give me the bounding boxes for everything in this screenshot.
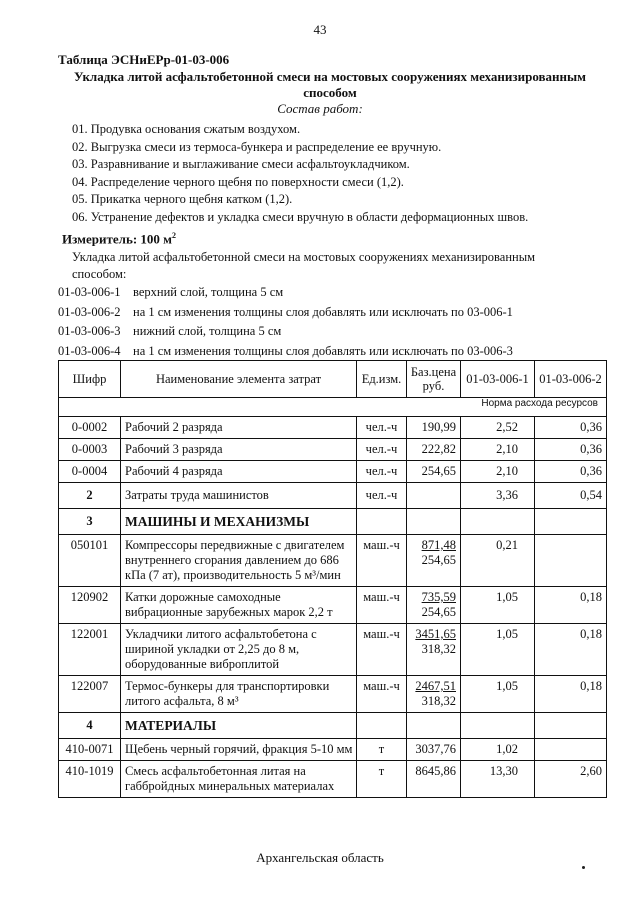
row-price	[407, 535, 461, 587]
empty-cell	[357, 509, 407, 535]
table-header	[59, 361, 607, 398]
works-list	[72, 121, 528, 227]
variant-code: 01-03-006-1	[58, 285, 121, 299]
row-code: 050101	[59, 535, 121, 587]
work-item: 02. Выгрузка смеси из термоса-бункера и распределение ее вручную.	[72, 139, 442, 154]
empty-cell	[461, 713, 535, 739]
page-title: Укладка литой асфальтобетонной смеси на мостовых сооружениях механизированным способом	[73, 69, 587, 100]
row-v1: 3,36	[461, 483, 535, 509]
row-code: 0-0004	[59, 461, 121, 483]
row-unit: чел.-ч	[357, 417, 407, 439]
row-code: 122001	[59, 624, 121, 676]
variant-row	[58, 342, 513, 362]
row-unit: т	[357, 761, 407, 798]
table-row	[59, 483, 607, 509]
row-v2: 0,18	[535, 587, 607, 624]
empty-cell	[535, 509, 607, 535]
row-price-current: 871,48	[421, 538, 456, 552]
empty-cell	[461, 509, 535, 535]
row-v2: 0,36	[535, 461, 607, 483]
variant-text: нижний слой, толщина 5 см	[133, 324, 282, 338]
header-price: Баз.цена руб.	[407, 361, 461, 398]
work-item: 04. Распределение черного щебня по поверхности смеси (1,2).	[72, 174, 404, 189]
row-name: Термос-бункеры для транспортировки литого асфальта, 8 м³	[121, 676, 357, 713]
variants-list	[58, 283, 513, 361]
row-v2: 2,60	[535, 761, 607, 798]
row-v1: 1,02	[461, 739, 535, 761]
row-name: Рабочий 3 разряда	[121, 439, 357, 461]
header-v1: 01-03-006-1	[461, 361, 535, 398]
meter-description: Укладка литой асфальтобетонной смеси на мостовых сооружениях механизированным способом:	[72, 250, 536, 281]
row-name: Рабочий 2 разряда	[121, 417, 357, 439]
row-v2: 0,36	[535, 439, 607, 461]
row-v2: 0,18	[535, 624, 607, 676]
row-v2	[535, 739, 607, 761]
meter-sup: 2	[172, 231, 177, 240]
row-v2: 0,36	[535, 417, 607, 439]
row-price: 222,82	[407, 439, 461, 461]
row-v1: 2,10	[461, 461, 535, 483]
variant-row	[58, 303, 513, 323]
row-v1: 2,10	[461, 439, 535, 461]
row-price-base: 254,65	[421, 553, 456, 567]
composition-label: Состав работ:	[277, 101, 363, 116]
empty-cell	[357, 713, 407, 739]
variant-text: верхний слой, толщина 5 см	[133, 285, 284, 299]
row-v1: 2,52	[461, 417, 535, 439]
work-item: 01. Продувка основания сжатым воздухом.	[72, 122, 301, 136]
row-price-base: 318,32	[421, 642, 456, 656]
row-name: Затраты труда машинистов	[121, 483, 357, 509]
meter-label: Измеритель: 100 м	[62, 231, 173, 247]
row-name: Укладчики литого асфальтобетона с шириной укладки от 2,25 до 8 м, оборудованные виброплитой	[121, 624, 357, 676]
row-v2: 0,18	[535, 676, 607, 713]
empty-cell	[535, 713, 607, 739]
section-code: 4	[59, 713, 121, 739]
row-price-current: 735,59	[421, 590, 456, 604]
row-price-base: 254,65	[421, 605, 456, 619]
resources-table	[58, 360, 607, 798]
row-unit: т	[357, 739, 407, 761]
header-v2: 01-03-006-2	[535, 361, 607, 398]
row-name: Щебень черный горячий, фракция 5-10 мм	[121, 739, 357, 761]
row-v1: 1,05	[461, 587, 535, 624]
meter	[62, 231, 176, 247]
empty-cell	[407, 713, 461, 739]
row-unit: маш.-ч	[357, 676, 407, 713]
variant-text: на 1 см изменения толщины слоя добавлять или исключать по 03-006-3	[133, 343, 513, 358]
section-code: 3	[59, 509, 121, 535]
row-unit: чел.-ч	[357, 483, 407, 509]
table-row	[59, 624, 607, 676]
row-unit: маш.-ч	[357, 587, 407, 624]
table-row	[59, 461, 607, 483]
header-name: Наименование элемента затрат	[121, 361, 357, 398]
table-row	[59, 417, 607, 439]
variant-text: на 1 см изменения толщины слоя добавлять или исключать по 03-006-1	[133, 304, 513, 319]
row-v1: 1,05	[461, 624, 535, 676]
table-row	[59, 439, 607, 461]
empty-cell	[407, 509, 461, 535]
row-v2	[535, 535, 607, 587]
row-unit: маш.-ч	[357, 535, 407, 587]
work-item: 05. Прикатка черного щебня катком (1,2).	[72, 192, 293, 207]
row-unit: чел.-ч	[357, 439, 407, 461]
norm-label: Норма расхода ресурсов	[59, 398, 607, 417]
page-number: 43	[313, 22, 327, 37]
row-v2: 0,54	[535, 483, 607, 509]
row-name: Компрессоры передвижные с двигателем внутреннего сгорания давлением до 686 кПа (7 ат), производительность 5 м³/мин	[121, 535, 357, 587]
row-name: Рабочий 4 разряда	[121, 461, 357, 483]
row-v1: 13,30	[461, 761, 535, 798]
row-price: 254,65	[407, 461, 461, 483]
row-code: 2	[59, 483, 121, 509]
row-price-current: 2467,51	[415, 679, 456, 693]
row-price	[407, 483, 461, 509]
norm-row	[59, 398, 607, 417]
row-price	[407, 624, 461, 676]
page-footer: Архангельская область	[256, 850, 384, 865]
table-row	[59, 535, 607, 587]
work-item: 06. Устранение дефектов и укладка смеси вручную в области деформационных швов.	[72, 209, 529, 224]
variant-row	[58, 283, 513, 303]
variant-code: 01-03-006-4	[58, 343, 121, 358]
section-row	[59, 713, 607, 739]
row-unit: чел.-ч	[357, 461, 407, 483]
table-row	[59, 676, 607, 713]
row-v1: 1,05	[461, 676, 535, 713]
table-row	[59, 587, 607, 624]
row-code: 0-0002	[59, 417, 121, 439]
row-code: 0-0003	[59, 439, 121, 461]
row-price: 8645,86	[407, 761, 461, 798]
variant-code: 01-03-006-3	[58, 324, 121, 338]
variant-row	[58, 322, 513, 342]
row-price	[407, 676, 461, 713]
row-price-current: 3451,65	[415, 627, 456, 641]
row-price-base: 318,32	[421, 694, 456, 708]
row-name: Катки дорожные самоходные вибрационные зарубежных марок 2,2 т	[121, 587, 357, 624]
row-price: 190,99	[407, 417, 461, 439]
section-title: МАТЕРИАЛЫ	[121, 713, 357, 739]
row-v1: 0,21	[461, 535, 535, 587]
header-unit: Ед.изм.	[357, 361, 407, 398]
row-name: Смесь асфальтобетонная литая на габбройдных минеральных материалах	[121, 761, 357, 798]
row-code: 120902	[59, 587, 121, 624]
table-code: Таблица ЭСНиЕРр-01-03-006	[58, 52, 230, 67]
row-code: 122007	[59, 676, 121, 713]
row-price	[407, 587, 461, 624]
row-code: 410-1019	[59, 761, 121, 798]
work-item: 03. Разравнивание и выглаживание смеси асфальтоукладчиком.	[72, 157, 410, 172]
table-row	[59, 739, 607, 761]
section-row	[59, 509, 607, 535]
row-code: 410-0071	[59, 739, 121, 761]
table-row	[59, 761, 607, 798]
row-price: 3037,76	[407, 739, 461, 761]
row-unit: маш.-ч	[357, 624, 407, 676]
variant-code: 01-03-006-2	[58, 304, 121, 319]
scan-dot	[582, 866, 585, 869]
section-title: МАШИНЫ И МЕХАНИЗМЫ	[121, 509, 357, 535]
header-code: Шифр	[59, 361, 121, 398]
